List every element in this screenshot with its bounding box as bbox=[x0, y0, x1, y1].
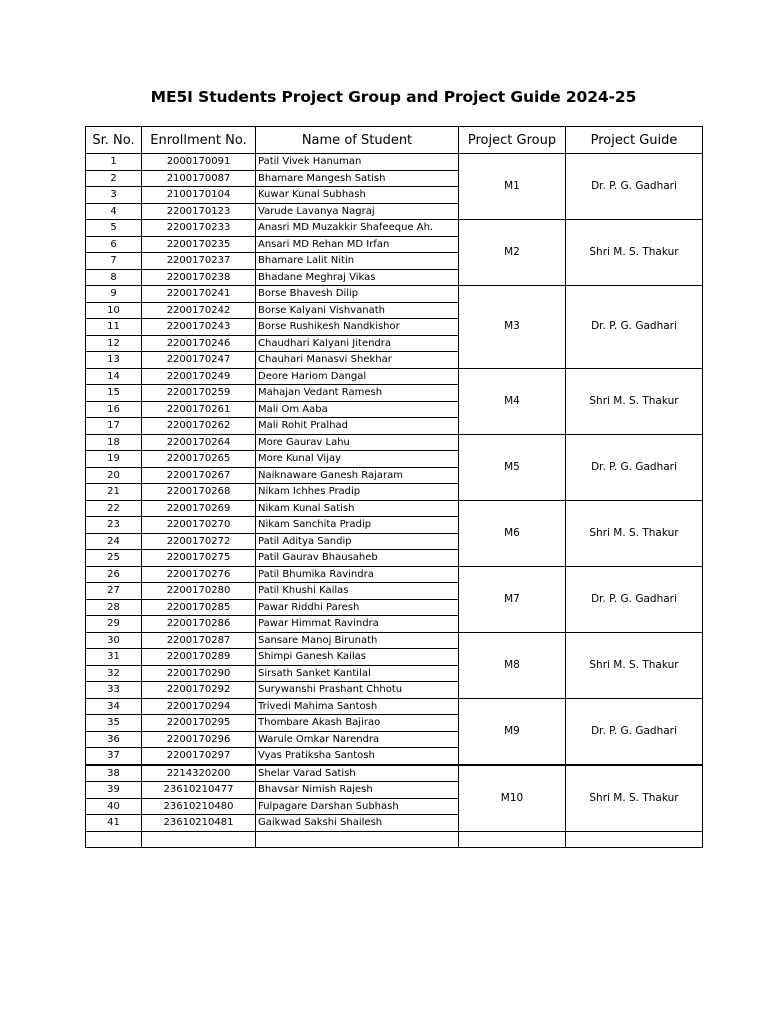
sr-no-cell: 16 bbox=[86, 401, 142, 418]
enrollment-cell: 2200170238 bbox=[142, 269, 256, 286]
sr-no-cell: 31 bbox=[86, 649, 142, 666]
student-name-cell: Kuwar Kunal Subhash bbox=[256, 187, 459, 204]
enrollment-cell: 2200170267 bbox=[142, 467, 256, 484]
sr-no-cell: 2 bbox=[86, 170, 142, 187]
sr-no-cell: 14 bbox=[86, 368, 142, 385]
sr-no-cell: 17 bbox=[86, 418, 142, 435]
table-row bbox=[86, 632, 703, 649]
sr-no-cell: 40 bbox=[86, 798, 142, 815]
student-name-cell: Fulpagare Darshan Subhash bbox=[256, 798, 459, 815]
sr-no-cell: 15 bbox=[86, 385, 142, 402]
enrollment-cell: 2200170272 bbox=[142, 533, 256, 550]
sr-no-cell: 25 bbox=[86, 550, 142, 567]
student-name-cell: Patil Vivek Hanuman bbox=[256, 154, 459, 171]
table-row bbox=[86, 698, 703, 715]
sr-no-cell: 33 bbox=[86, 682, 142, 699]
student-name-cell: Patil Bhumika Ravindra bbox=[256, 566, 459, 583]
header-sr-no: Sr. No. bbox=[86, 127, 142, 154]
page-title: ME5I Students Project Group and Project Guide 2024-25 bbox=[150, 88, 637, 106]
student-name-cell: Bhamare Mangesh Satish bbox=[256, 170, 459, 187]
empty-cell bbox=[256, 831, 459, 848]
project-group-cell: M2 bbox=[459, 220, 566, 286]
table-row bbox=[86, 434, 703, 451]
sr-no-cell: 4 bbox=[86, 203, 142, 220]
table-row bbox=[86, 368, 703, 385]
empty-cell bbox=[86, 831, 142, 848]
student-name-cell: Mahajan Vedant Ramesh bbox=[256, 385, 459, 402]
student-name-cell: Surywanshi Prashant Chhotu bbox=[256, 682, 459, 699]
header-enrollment-no: Enrollment No. bbox=[142, 127, 256, 154]
enrollment-cell: 2200170276 bbox=[142, 566, 256, 583]
enrollment-cell: 2200170287 bbox=[142, 632, 256, 649]
enrollment-cell: 2200170264 bbox=[142, 434, 256, 451]
student-name-cell: Naiknaware Ganesh Rajaram bbox=[256, 467, 459, 484]
student-name-cell: Borse Kalyani Vishvanath bbox=[256, 302, 459, 319]
student-name-cell: Nikam Ichhes Pradip bbox=[256, 484, 459, 501]
enrollment-cell: 2200170242 bbox=[142, 302, 256, 319]
sr-no-cell: 6 bbox=[86, 236, 142, 253]
project-guide-cell: Shri M. S. Thakur bbox=[566, 500, 703, 566]
student-name-cell: Patil Khushi Kailas bbox=[256, 583, 459, 600]
sr-no-cell: 3 bbox=[86, 187, 142, 204]
student-name-cell: Deore Hariom Dangal bbox=[256, 368, 459, 385]
empty-cell bbox=[142, 831, 256, 848]
sr-no-cell: 35 bbox=[86, 715, 142, 732]
student-project-table bbox=[85, 126, 703, 848]
student-name-cell: Sirsath Sanket Kantilal bbox=[256, 665, 459, 682]
project-guide-cell: Shri M. S. Thakur bbox=[566, 368, 703, 434]
project-group-cell: M4 bbox=[459, 368, 566, 434]
student-name-cell: Pawar Riddhi Paresh bbox=[256, 599, 459, 616]
sr-no-cell: 38 bbox=[86, 765, 142, 782]
sr-no-cell: 12 bbox=[86, 335, 142, 352]
enrollment-cell: 2200170297 bbox=[142, 748, 256, 765]
sr-no-cell: 23 bbox=[86, 517, 142, 534]
enrollment-cell: 2200170289 bbox=[142, 649, 256, 666]
sr-no-cell: 34 bbox=[86, 698, 142, 715]
student-name-cell: More Kunal Vijay bbox=[256, 451, 459, 468]
sr-no-cell: 39 bbox=[86, 782, 142, 799]
project-guide-cell: Shri M. S. Thakur bbox=[566, 632, 703, 698]
enrollment-cell: 2200170243 bbox=[142, 319, 256, 336]
sr-no-cell: 1 bbox=[86, 154, 142, 171]
project-guide-cell: Dr. P. G. Gadhari bbox=[566, 698, 703, 765]
enrollment-cell: 2100170087 bbox=[142, 170, 256, 187]
student-name-cell: More Gaurav Lahu bbox=[256, 434, 459, 451]
sr-no-cell: 19 bbox=[86, 451, 142, 468]
student-name-cell: Patil Aditya Sandip bbox=[256, 533, 459, 550]
student-name-cell: Warule Omkar Narendra bbox=[256, 731, 459, 748]
project-guide-cell: Shri M. S. Thakur bbox=[566, 220, 703, 286]
student-name-cell: Pawar Himmat Ravindra bbox=[256, 616, 459, 633]
enrollment-cell: 2200170294 bbox=[142, 698, 256, 715]
student-name-cell: Trivedi Mahima Santosh bbox=[256, 698, 459, 715]
project-group-cell: M6 bbox=[459, 500, 566, 566]
project-guide-cell: Dr. P. G. Gadhari bbox=[566, 566, 703, 632]
empty-row bbox=[86, 831, 703, 848]
sr-no-cell: 11 bbox=[86, 319, 142, 336]
enrollment-cell: 23610210477 bbox=[142, 782, 256, 799]
student-name-cell: Patil Gaurav Bhausaheb bbox=[256, 550, 459, 567]
enrollment-cell: 2200170246 bbox=[142, 335, 256, 352]
enrollment-cell: 2200170123 bbox=[142, 203, 256, 220]
sr-no-cell: 24 bbox=[86, 533, 142, 550]
sr-no-cell: 29 bbox=[86, 616, 142, 633]
sr-no-cell: 20 bbox=[86, 467, 142, 484]
sr-no-cell: 36 bbox=[86, 731, 142, 748]
student-name-cell: Gaikwad Sakshi Shailesh bbox=[256, 815, 459, 832]
sr-no-cell: 7 bbox=[86, 253, 142, 270]
enrollment-cell: 2200170261 bbox=[142, 401, 256, 418]
enrollment-cell: 2200170259 bbox=[142, 385, 256, 402]
enrollment-cell: 2200170268 bbox=[142, 484, 256, 501]
enrollment-cell: 2200170295 bbox=[142, 715, 256, 732]
student-name-cell: Varude Lavanya Nagraj bbox=[256, 203, 459, 220]
student-name-cell: Chaudhari Kalyani Jitendra bbox=[256, 335, 459, 352]
project-guide-cell: Dr. P. G. Gadhari bbox=[566, 434, 703, 500]
table-header-row bbox=[86, 127, 703, 154]
sr-no-cell: 27 bbox=[86, 583, 142, 600]
sr-no-cell: 28 bbox=[86, 599, 142, 616]
empty-cell bbox=[459, 831, 566, 848]
student-name-cell: Nikam Kunal Satish bbox=[256, 500, 459, 517]
enrollment-cell: 2200170280 bbox=[142, 583, 256, 600]
enrollment-cell: 2200170235 bbox=[142, 236, 256, 253]
table-row bbox=[86, 154, 703, 171]
enrollment-cell: 23610210481 bbox=[142, 815, 256, 832]
sr-no-cell: 22 bbox=[86, 500, 142, 517]
project-guide-cell: Shri M. S. Thakur bbox=[566, 765, 703, 832]
student-name-cell: Borse Bhavesh Dilip bbox=[256, 286, 459, 303]
enrollment-cell: 2200170262 bbox=[142, 418, 256, 435]
table-row bbox=[86, 566, 703, 583]
student-name-cell: Mali Om Aaba bbox=[256, 401, 459, 418]
sr-no-cell: 18 bbox=[86, 434, 142, 451]
student-name-cell: Anasri MD Muzakkir Shafeeque Ah. bbox=[256, 220, 459, 237]
student-name-cell: Bhadane Meghraj Vikas bbox=[256, 269, 459, 286]
enrollment-cell: 2200170275 bbox=[142, 550, 256, 567]
sr-no-cell: 30 bbox=[86, 632, 142, 649]
table-body bbox=[86, 154, 703, 848]
enrollment-cell: 2200170241 bbox=[142, 286, 256, 303]
enrollment-cell: 2200170233 bbox=[142, 220, 256, 237]
table-row bbox=[86, 220, 703, 237]
sr-no-cell: 41 bbox=[86, 815, 142, 832]
student-name-cell: Shelar Varad Satish bbox=[256, 765, 459, 782]
enrollment-cell: 23610210480 bbox=[142, 798, 256, 815]
student-name-cell: Bhamare Lalit Nitin bbox=[256, 253, 459, 270]
enrollment-cell: 2200170269 bbox=[142, 500, 256, 517]
sr-no-cell: 26 bbox=[86, 566, 142, 583]
student-name-cell: Borse Rushikesh Nandkishor bbox=[256, 319, 459, 336]
project-group-cell: M8 bbox=[459, 632, 566, 698]
sr-no-cell: 21 bbox=[86, 484, 142, 501]
sr-no-cell: 5 bbox=[86, 220, 142, 237]
project-group-cell: M10 bbox=[459, 765, 566, 832]
enrollment-cell: 2200170285 bbox=[142, 599, 256, 616]
sr-no-cell: 13 bbox=[86, 352, 142, 369]
student-name-cell: Bhavsar Nimish Rajesh bbox=[256, 782, 459, 799]
project-group-cell: M7 bbox=[459, 566, 566, 632]
project-group-cell: M3 bbox=[459, 286, 566, 369]
empty-cell bbox=[566, 831, 703, 848]
enrollment-cell: 2200170296 bbox=[142, 731, 256, 748]
project-guide-cell: Dr. P. G. Gadhari bbox=[566, 286, 703, 369]
enrollment-cell: 2200170265 bbox=[142, 451, 256, 468]
table-row bbox=[86, 765, 703, 782]
sr-no-cell: 9 bbox=[86, 286, 142, 303]
sr-no-cell: 37 bbox=[86, 748, 142, 765]
student-name-cell: Vyas Pratiksha Santosh bbox=[256, 748, 459, 765]
enrollment-cell: 2200170247 bbox=[142, 352, 256, 369]
enrollment-cell: 2200170237 bbox=[142, 253, 256, 270]
enrollment-cell: 2200170249 bbox=[142, 368, 256, 385]
sr-no-cell: 8 bbox=[86, 269, 142, 286]
header-student-name: Name of Student bbox=[256, 127, 459, 154]
student-name-cell: Thombare Akash Bajirao bbox=[256, 715, 459, 732]
student-name-cell: Chauhari Manasvi Shekhar bbox=[256, 352, 459, 369]
project-group-cell: M1 bbox=[459, 154, 566, 220]
student-name-cell: Nikam Sanchita Pradip bbox=[256, 517, 459, 534]
project-guide-cell: Dr. P. G. Gadhari bbox=[566, 154, 703, 220]
table-row bbox=[86, 500, 703, 517]
student-name-cell: Mali Rohit Pralhad bbox=[256, 418, 459, 435]
student-name-cell: Shimpi Ganesh Kailas bbox=[256, 649, 459, 666]
student-name-cell: Sansare Manoj Birunath bbox=[256, 632, 459, 649]
enrollment-cell: 2200170292 bbox=[142, 682, 256, 699]
header-project-guide: Project Guide bbox=[566, 127, 703, 154]
student-name-cell: Ansari MD Rehan MD Irfan bbox=[256, 236, 459, 253]
project-group-cell: M9 bbox=[459, 698, 566, 765]
table-row bbox=[86, 286, 703, 303]
enrollment-cell: 2200170290 bbox=[142, 665, 256, 682]
enrollment-cell: 2000170091 bbox=[142, 154, 256, 171]
sr-no-cell: 10 bbox=[86, 302, 142, 319]
sr-no-cell: 32 bbox=[86, 665, 142, 682]
enrollment-cell: 2200170270 bbox=[142, 517, 256, 534]
header-project-group: Project Group bbox=[459, 127, 566, 154]
enrollment-cell: 2100170104 bbox=[142, 187, 256, 204]
enrollment-cell: 2214320200 bbox=[142, 765, 256, 782]
project-group-cell: M5 bbox=[459, 434, 566, 500]
enrollment-cell: 2200170286 bbox=[142, 616, 256, 633]
